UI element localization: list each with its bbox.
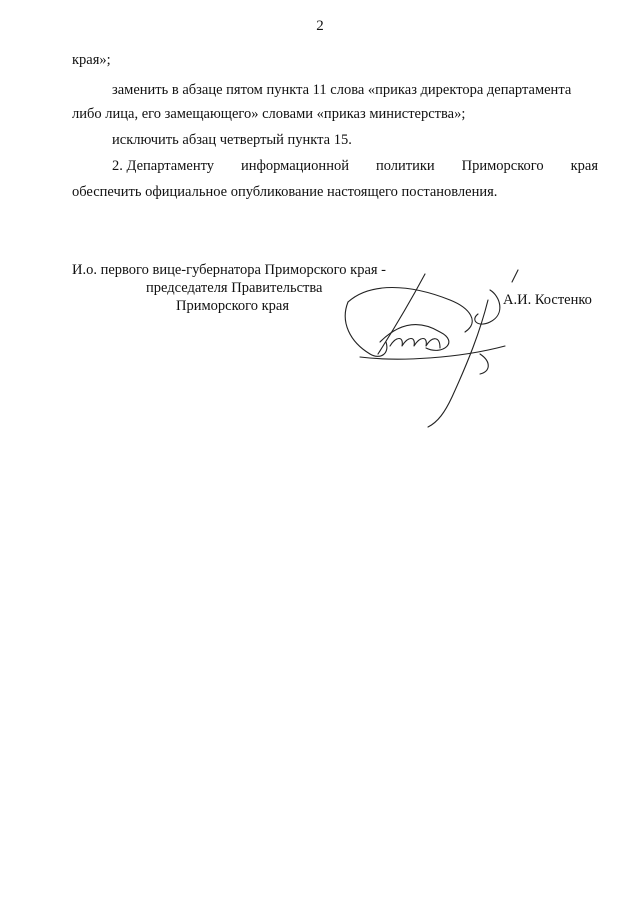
- body-line-6: обеспечить официальное опубликование настоящего постановления.: [72, 184, 498, 200]
- body-line-5-word: информационной: [240, 158, 349, 174]
- page-number: 2: [316, 18, 324, 34]
- body-line-5-word: края: [570, 158, 598, 174]
- body-line-4: исключить абзац четвертый пункта 15.: [112, 132, 352, 148]
- body-line-3: либо лица, его замещающего» словами «приказ министерства»;: [72, 106, 466, 122]
- signature-title-line-1: И.о. первого вице-губернатора Приморского края -: [72, 262, 387, 278]
- body-line-1: края»;: [72, 52, 111, 68]
- signature-title-line-2: председателя Правительства: [146, 280, 323, 296]
- handwritten-signature: [330, 262, 530, 432]
- signature-stroke: [345, 302, 387, 356]
- signature-stroke: [475, 290, 500, 324]
- body-line-5-word: 2. Департаменту: [112, 158, 214, 174]
- signature-stroke: [378, 274, 425, 354]
- body-line-5: [112, 156, 598, 176]
- signature-stroke: [512, 270, 518, 282]
- body-line-5-word: Приморского: [461, 158, 544, 174]
- body-line-2: заменить в абзаце пятом пункта 11 слова «приказ директора департамента: [112, 82, 572, 98]
- signature-stroke: [428, 300, 488, 427]
- signature-title-line-3: Приморского края: [176, 298, 290, 314]
- signature-stroke: [380, 325, 449, 351]
- signature-stroke: [480, 354, 488, 374]
- signature-stroke: [390, 339, 440, 349]
- body-line-5-word: политики: [375, 158, 435, 174]
- signer-name: А.И. Костенко: [503, 292, 592, 308]
